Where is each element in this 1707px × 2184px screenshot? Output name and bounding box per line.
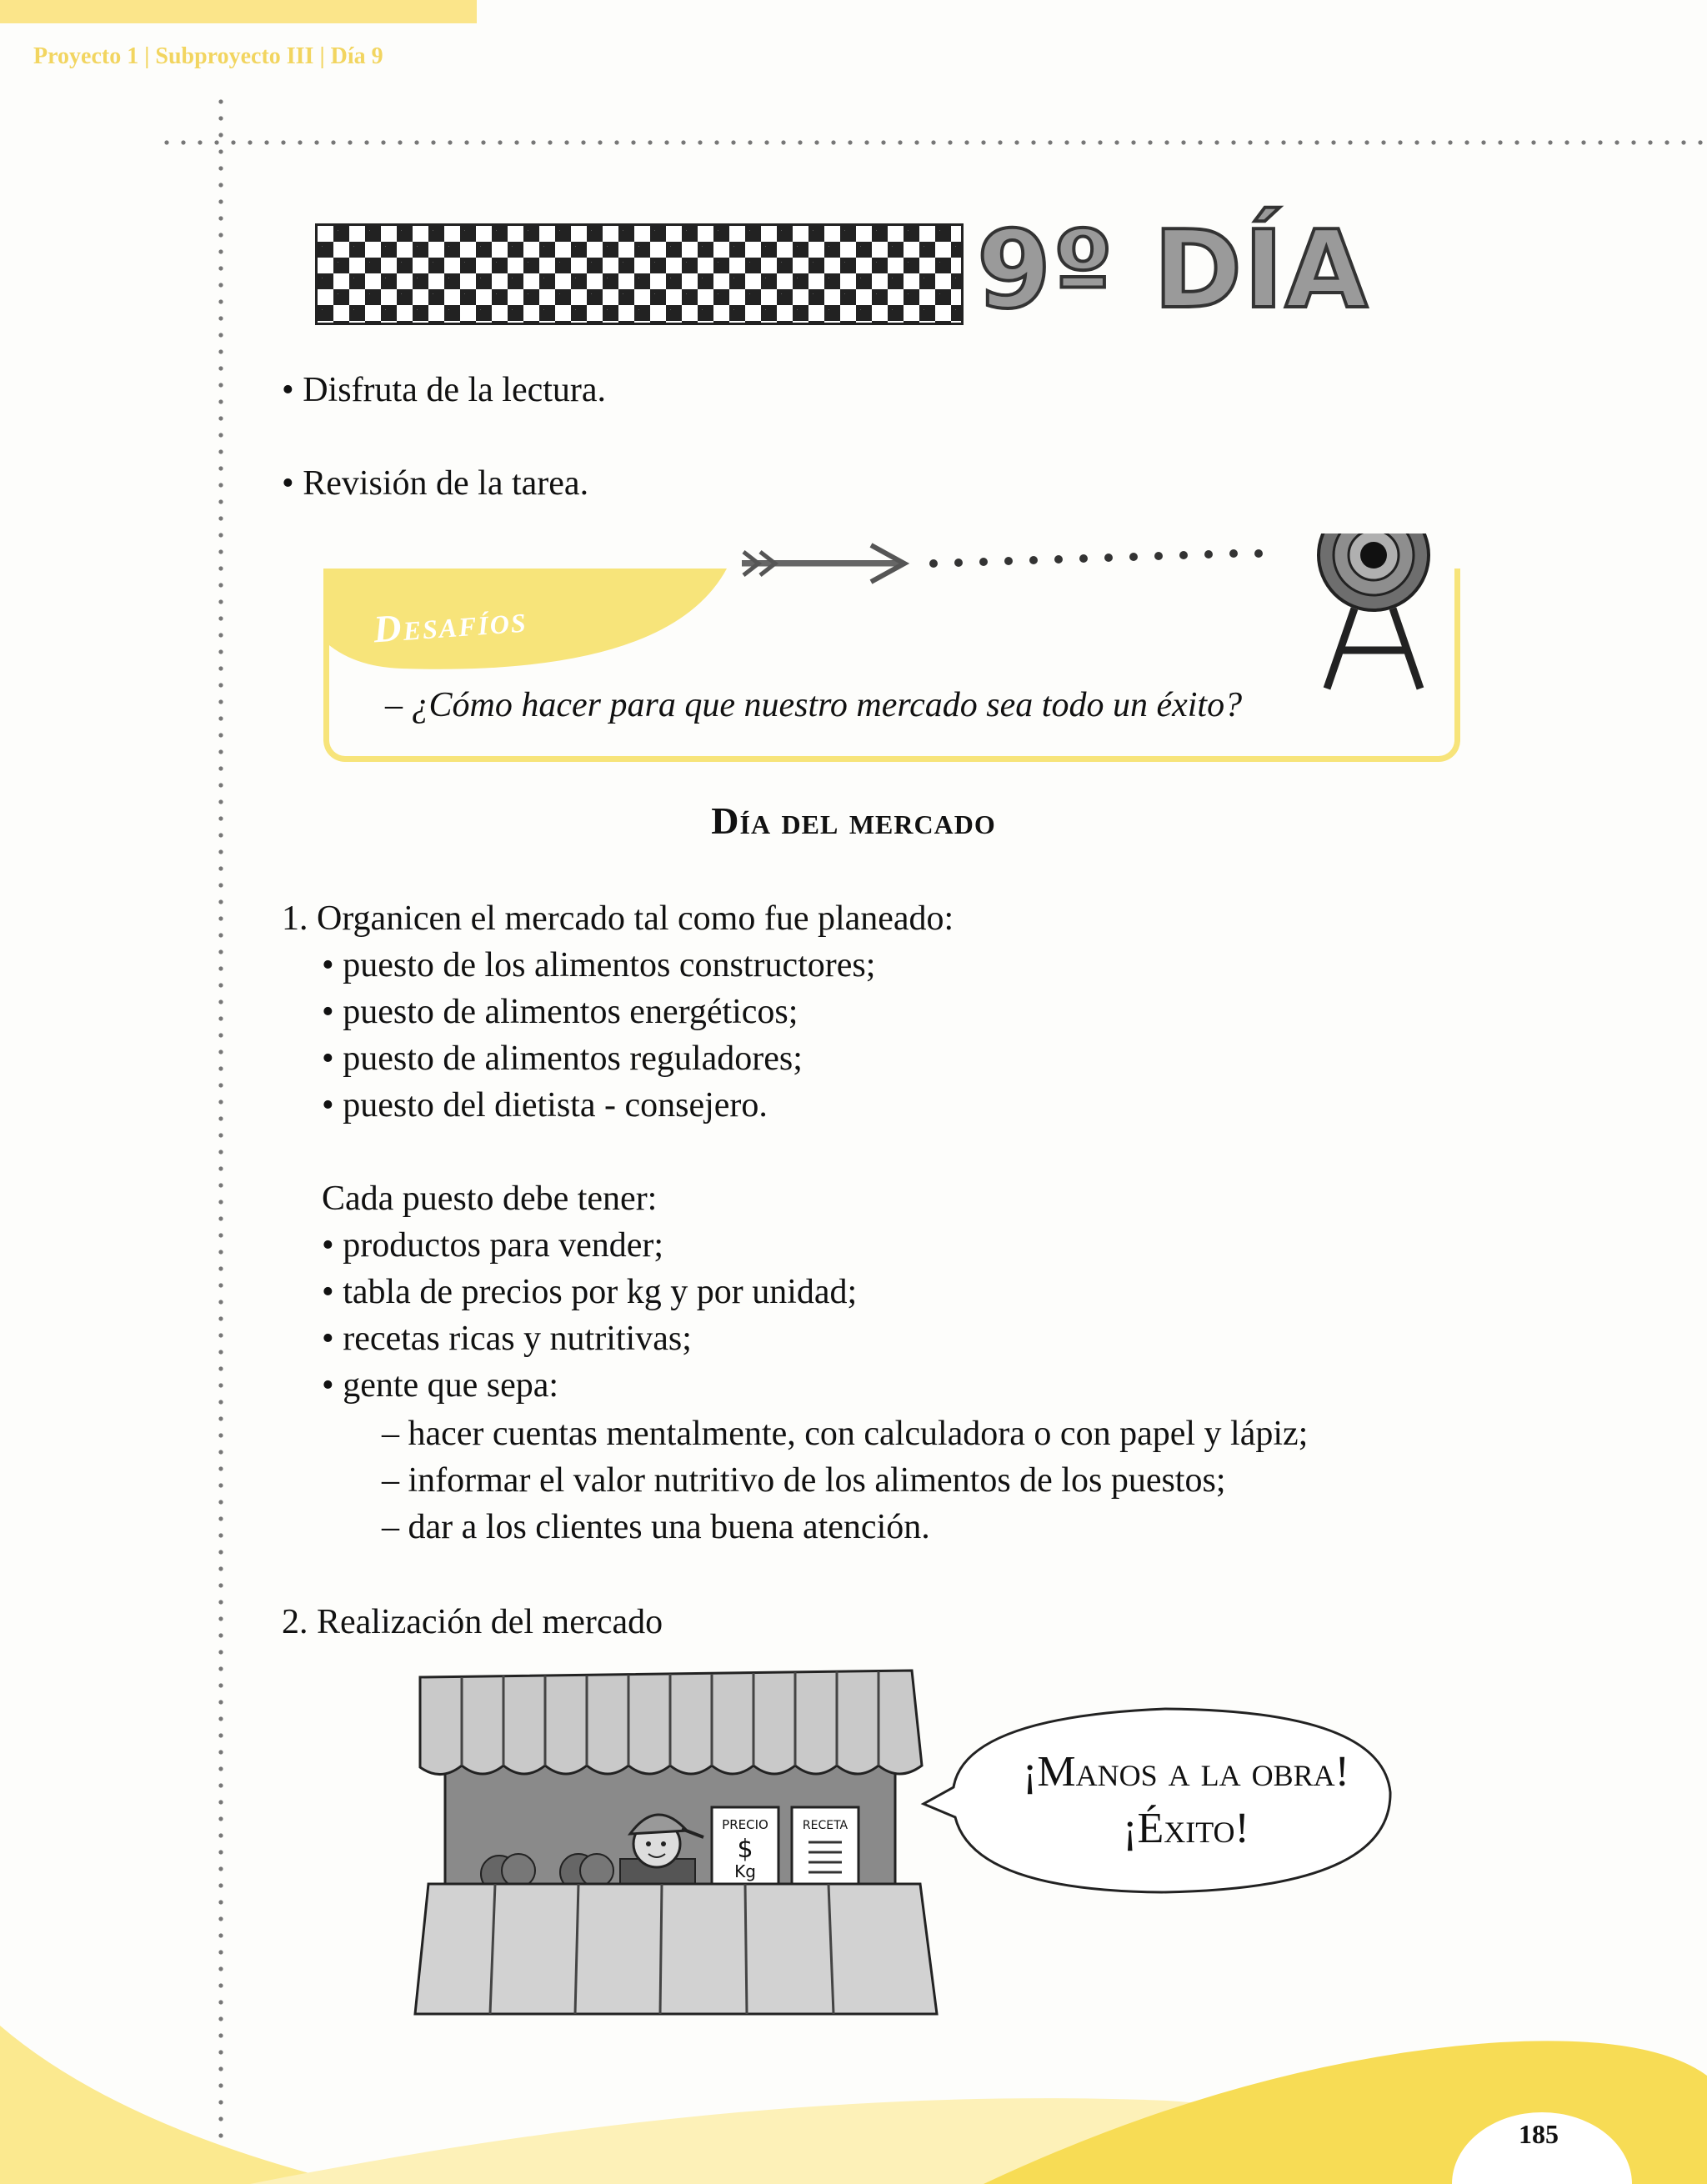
intro-item-homework: • Revisión de la tarea. (282, 464, 589, 503)
price-sign-symbol: $ (737, 1835, 753, 1864)
skill-item: – hacer cuentas mentalmente, con calculadora o con papel y lápiz; (382, 1415, 1309, 1453)
requirement-item: • gente que sepa: (322, 1366, 559, 1405)
horizontal-dotted-rule (158, 140, 1707, 145)
stall-item: • puesto de alimentos reguladores; (322, 1039, 803, 1078)
desafios-box (323, 569, 1460, 762)
speech-bubble (915, 1701, 1399, 1901)
stall-item: • puesto de alimentos energéticos; (322, 993, 798, 1031)
day-title: 9º DÍA (977, 208, 1369, 333)
speech-line-1: ¡Manos a la obra! (1023, 1748, 1349, 1796)
price-sign-label: PRECIO (722, 1817, 768, 1832)
requirement-item: • recetas ricas y nutritivas; (322, 1320, 692, 1358)
step-1-heading: 1. Organicen el mercado tal como fue planeado: (282, 899, 954, 938)
stall-item: • puesto de los alimentos constructores; (322, 946, 876, 984)
section-title: Día del mercado (711, 799, 996, 842)
skill-item: – dar a los clientes una buena atención. (382, 1508, 930, 1546)
intro-item-reading: • Disfruta de la lectura. (282, 371, 607, 409)
stall-item: • puesto del dietista - consejero. (322, 1086, 768, 1125)
desafios-title: Desafíos (372, 597, 528, 651)
market-stall-illustration (412, 1666, 945, 2019)
skill-item: – informar el valor nutritivo de los alimentos de los puestos; (382, 1461, 1226, 1500)
bottom-wave-decoration (0, 2026, 1707, 2184)
step-2-heading: 2. Realización del mercado (282, 1603, 663, 1641)
top-color-band (0, 0, 477, 23)
desafios-question: – ¿Cómo hacer para que nuestro mercado sea todo un éxito? (385, 686, 1243, 724)
running-header: Proyecto 1 | Subproyecto III | Día 9 (33, 43, 383, 69)
requirements-intro: Cada puesto debe tener: (322, 1180, 658, 1218)
checkered-flag-banner (315, 223, 964, 325)
recipe-sign-label: RECETA (802, 1819, 848, 1832)
price-sign-unit: Kg (734, 1861, 756, 1881)
page-number: 185 (1519, 2119, 1559, 2149)
requirement-item: • tabla de precios por kg y por unidad; (322, 1273, 858, 1311)
speech-line-2: ¡Éxito! (1123, 1805, 1249, 1852)
vertical-dotted-margin-line (218, 93, 223, 2184)
requirement-item: • productos para vender; (322, 1226, 664, 1265)
